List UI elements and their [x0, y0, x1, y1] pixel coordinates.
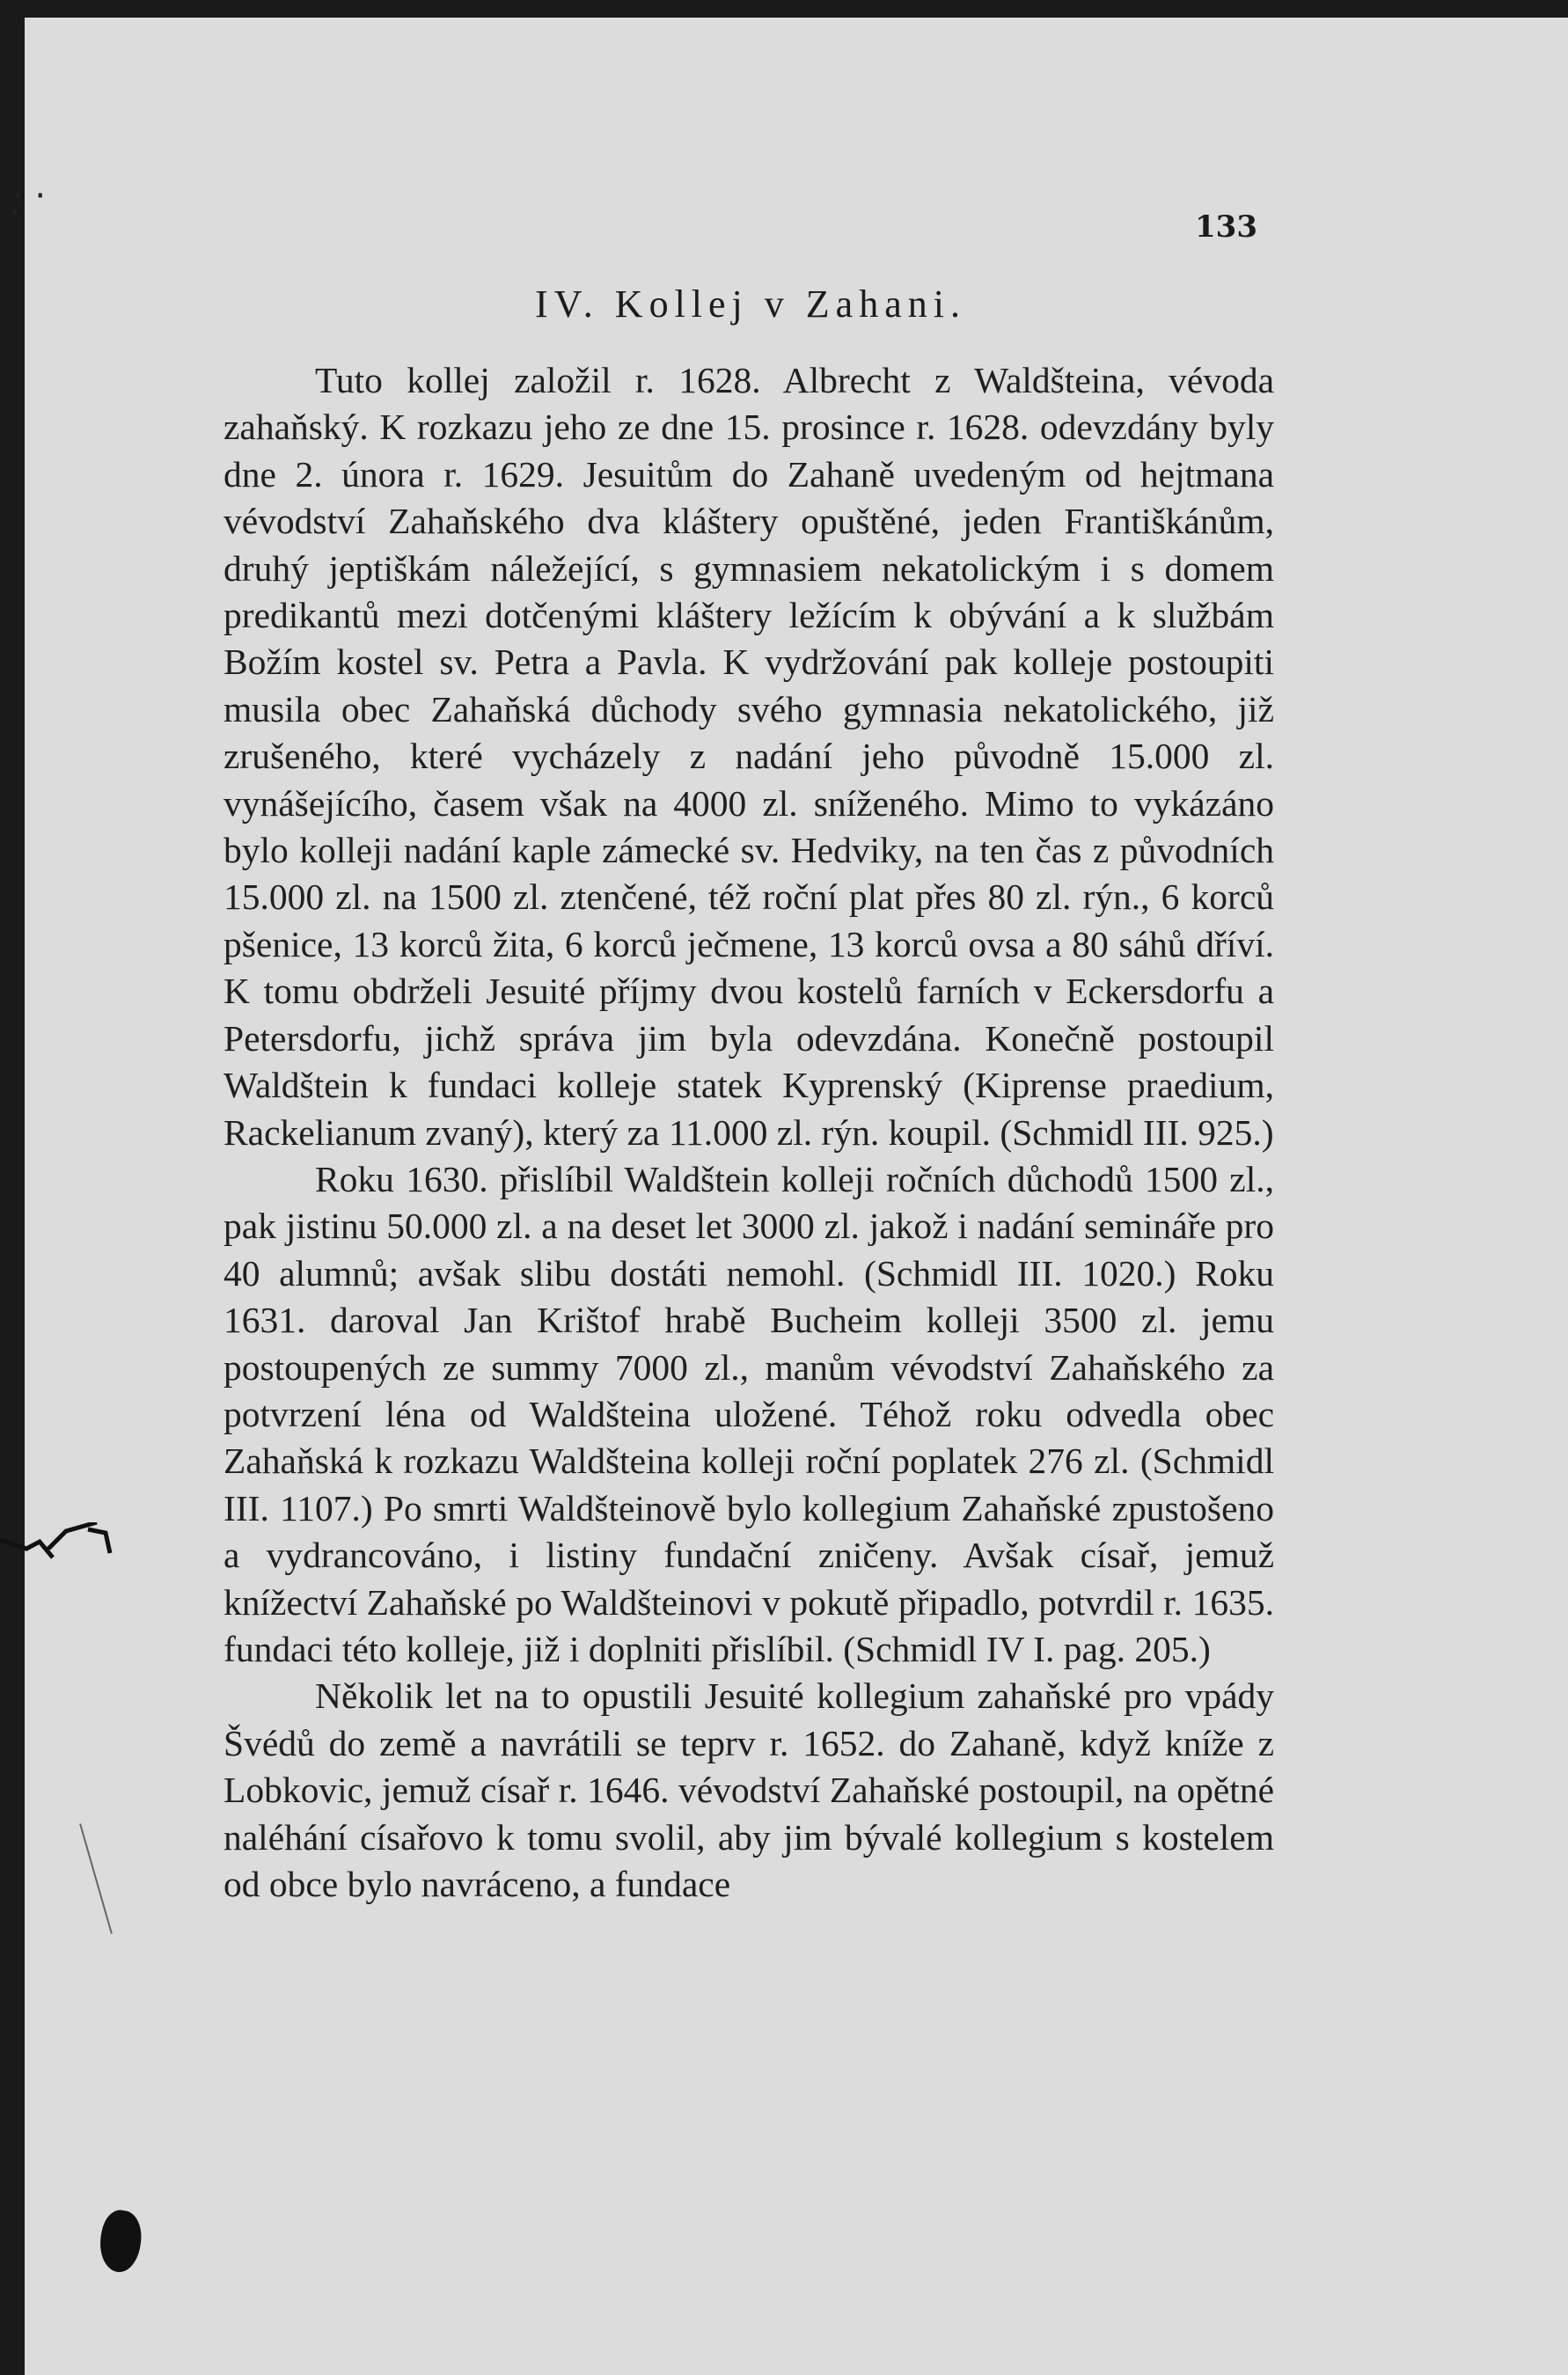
scan-speck-marks: ·̣ ·	[12, 176, 47, 216]
page-number: 133	[1195, 209, 1257, 245]
paragraph-3: Několik let na to opustili Jesuité kollegium zahaňské pro vpády Švédů do země a navrátili se teprv r. 1652. do Zahaně, když kníže z Lobkovic, jemuž císař r. 1646. vévodství Zahaňské postoupil, na opětné naléhání císařovo k tomu svolil, aby jim bývalé kollegium s kostelem od obce bylo navráceno, a fundace	[223, 1675, 1274, 1904]
body-text	[223, 357, 1274, 1908]
scan-margin-mark	[0, 1522, 132, 1575]
ink-blot	[95, 2208, 145, 2276]
scan-top-edge	[0, 0, 1568, 18]
paragraph-1: Tuto kollej založil r. 1628. Albrecht z Waldšteina, vévoda zahaňský. K rozkazu jeho ze dne 15. prosince r. 1628. odevzdány byly dne 2. února r. 1629. Jesuitům do Zahaně uvedeným od hejtmana vévodství Zahaňského dva kláštery opuštěné, jeden Františkánům, druhý jeptiškám náležející, s gymnasiem nekatolickým i s domem predikantů mezi dotčenými kláštery ležícím k obývání a k službám Božím kostel sv. Petra a Pavla. K vydržování pak kolleje postoupiti musila obec Zahaňská důchody svého gymnasia nekatolického, již zrušeného, které vycházely z nadání jeho původně 15.000 zl. vynášejícího, časem však na 4000 zl. sníženého. Mimo to vykázáno bylo kolleji nadání kaple zámecké sv. Hedviky, na ten čas z původních 15.000 zl. na 1500 zl. ztenčené, též roční plat přes 80 zl. rýn., 6 korců pšenice, 13 korců žita, 6 korců ječmene, 13 korců ovsa a 80 sáhů dříví. K tomu obdrželi Jesuité příjmy dvou kostelů farních v Eckersdorfu a Petersdorfu, jichž správa jim byla odevzdána. Konečně postoupil Waldštein k fundaci kolleje statek Kyprenský (Kiprense praedium, Rackelianum zvaný), který za 11.000 zl. rýn. koupil. (Schmidl III. 925.)	[223, 360, 1274, 1153]
scan-binding-edge	[0, 0, 25, 2375]
book-page	[25, 18, 1568, 2375]
chapter-heading: IV. Kollej v Zahani.	[535, 282, 966, 326]
paragraph-2: Roku 1630. přislíbil Waldštein kolleji ročních důchodů 1500 zl., pak jistinu 50.000 zl. a na deset let 3000 zl. jakož i nadání semináře pro 40 alumnů; avšak slibu dostáti nemohl. (Schmidl III. 1020.) Roku 1631. daroval Jan Krištof hrabě Bucheim kolleji 3500 zl. jemu postoupených ze summy 7000 zl., manům vévodství Zahaňského za potvrzení léna od Waldšteina uložené. Téhož roku odvedla obec Zahaňská k rozkazu Waldšteina kolleji roční poplatek 276 zl. (Schmidl III. 1107.) Po smrti Waldšteinově bylo kollegium Zahaňské zpustošeno a vydrancováno, i listiny fundační zničeny. Avšak císař, jemuž knížectví Zahaňské po Waldšteinovi v pokutě připadlo, potvrdil r. 1635. fundaci této kolleje, již i doplniti přislíbil. (Schmidl IV I. pag. 205.)	[223, 1158, 1274, 1669]
scan-scratch-mark	[79, 1823, 113, 1934]
